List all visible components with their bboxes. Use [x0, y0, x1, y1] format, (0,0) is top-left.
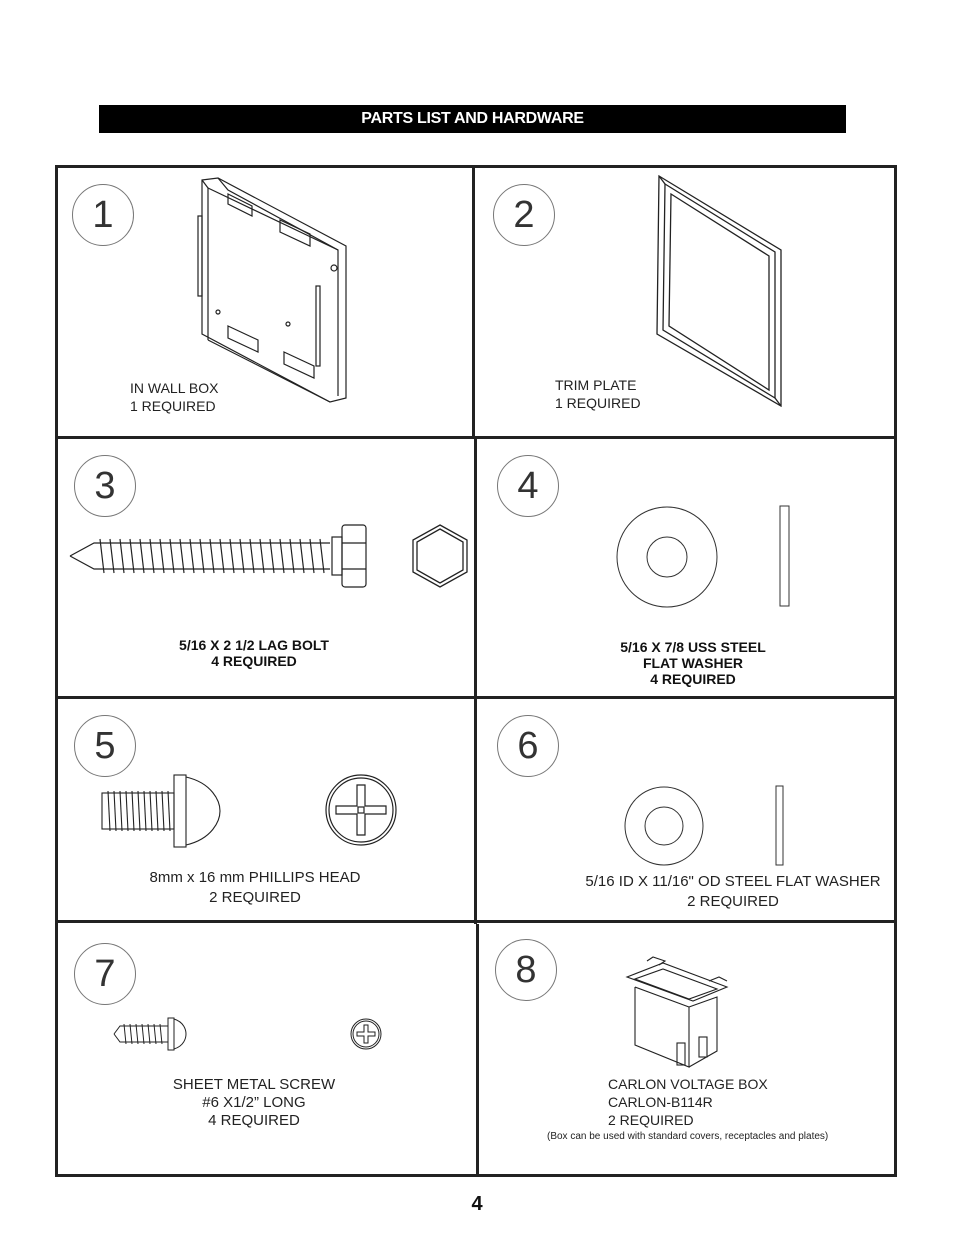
part-cell-6	[477, 699, 894, 920]
part-number-badge: 2	[493, 184, 555, 246]
part-label	[144, 637, 364, 669]
trim-plate-illustration	[655, 172, 795, 412]
part-label	[608, 1075, 768, 1129]
section-title: PARTS LIST AND HARDWARE	[361, 110, 584, 127]
part-name: 5/16 X 2 1/2 LAG BOLT	[179, 637, 329, 653]
part-qty: 4 REQUIRED	[650, 671, 736, 687]
part-label	[130, 868, 380, 908]
part-name: 5/16 ID X 11/16" OD STEEL FLAT WASHER	[585, 873, 881, 890]
part-note: (Box can be used with standard covers, receptacles and plates)	[547, 1131, 829, 1142]
in-wall-box-illustration	[188, 176, 348, 406]
part-label	[573, 872, 893, 912]
part-cell-5	[58, 699, 474, 920]
part-cell-2	[475, 168, 894, 436]
part-qty: 1 REQUIRED	[130, 398, 216, 414]
part-name-line2: FLAT WASHER	[642, 655, 744, 671]
washer-front-icon	[623, 785, 705, 867]
carlon-box-illustration	[623, 957, 733, 1077]
part-number-badge: 6	[497, 715, 559, 777]
part-label	[130, 379, 218, 415]
part-number-badge: 4	[497, 455, 559, 517]
washer-front-icon	[615, 505, 719, 609]
parts-grid	[55, 165, 897, 1177]
lag-bolt-side-icon	[70, 521, 370, 591]
section-header	[99, 105, 846, 133]
part-qty: 2 REQUIRED	[608, 1112, 694, 1128]
page-number: 4	[471, 1193, 483, 1215]
part-number-badge: 3	[74, 455, 136, 517]
part-name: 5/16 X 7/8 USS STEEL	[620, 639, 766, 655]
part-cell-3	[58, 439, 474, 696]
part-cell-8	[479, 923, 894, 1174]
hex-head-icon	[410, 523, 470, 589]
part-qty: 4 REQUIRED	[211, 653, 297, 669]
part-name: IN WALL BOX	[130, 380, 219, 396]
part-cell-4	[477, 439, 894, 696]
part-name: CARLON VOLTAGE BOX	[608, 1076, 768, 1092]
part-qty: 2 REQUIRED	[687, 893, 779, 910]
part-name: 8mm x 16 mm PHILLIPS HEAD	[149, 869, 361, 886]
screw-head-icon	[350, 1018, 382, 1050]
part-name-line2: CARLON-B114R	[608, 1094, 713, 1110]
part-number-badge: 7	[74, 943, 136, 1005]
part-number-badge: 8	[495, 939, 557, 1001]
phillips-screw-side-icon	[102, 773, 222, 849]
part-label	[555, 376, 641, 412]
part-label	[583, 639, 803, 687]
part-qty: 4 REQUIRED	[208, 1112, 300, 1129]
part-name: TRIM PLATE	[555, 377, 637, 393]
part-cell-1	[58, 168, 472, 436]
washer-side-icon	[775, 785, 785, 867]
washer-side-icon	[779, 505, 791, 609]
part-number-badge: 1	[72, 184, 134, 246]
part-cell-7	[58, 923, 476, 1174]
part-qty: 1 REQUIRED	[555, 395, 641, 411]
part-qty: 2 REQUIRED	[209, 889, 301, 906]
phillips-head-icon	[324, 773, 398, 847]
part-name-line2: #6 X1/2” LONG	[202, 1094, 306, 1111]
part-name: SHEET METAL SCREW	[172, 1076, 336, 1093]
part-label	[154, 1076, 354, 1130]
sheet-metal-screw-side-icon	[114, 1016, 188, 1052]
part-number-badge: 5	[74, 715, 136, 777]
